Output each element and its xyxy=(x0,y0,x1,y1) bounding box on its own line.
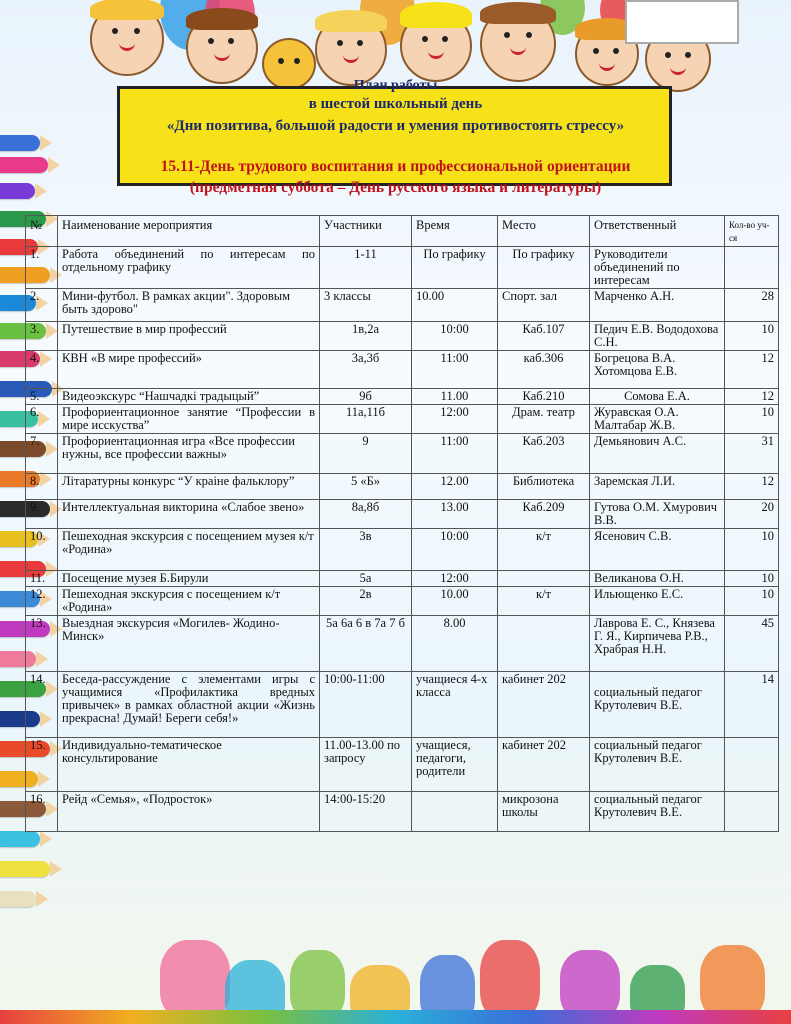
row-responsible: Демьянович А.С. xyxy=(590,434,725,474)
row-responsible: Сомова Е.А. xyxy=(590,389,725,405)
row-event-name: Мини-футбол. В рамках акции". Здоровым быть здорово" xyxy=(58,289,320,322)
row-event-name: Посещение музея Б.Бирули xyxy=(58,571,320,587)
row-event-name: Интеллектуальная викторина «Слабое звено» xyxy=(58,500,320,529)
row-place: кабинет 202 xyxy=(498,672,590,738)
row-time: 8.00 xyxy=(412,616,498,672)
kid-face-icon xyxy=(90,2,164,76)
row-number: 13. xyxy=(26,616,58,672)
plan-title: План работы xyxy=(353,78,438,93)
row-responsible: Ясенович С.В. xyxy=(590,529,725,571)
row-count: 10 xyxy=(725,405,779,434)
row-responsible: Богрецова В.А. Хотомцова Е.В. xyxy=(590,351,725,389)
row-time: По графику xyxy=(412,247,498,289)
table-row xyxy=(26,389,779,405)
row-responsible: Журавская О.А. Малтабар Ж.В. xyxy=(590,405,725,434)
row-responsible: Гутова О.М. Хмурович В.В. xyxy=(590,500,725,529)
row-place xyxy=(498,571,590,587)
row-participants: 5а 6а 6 в 7а 7 б xyxy=(320,616,412,672)
row-participants: 3 классы xyxy=(320,289,412,322)
row-count: 10 xyxy=(725,587,779,616)
table-row xyxy=(26,474,779,500)
row-time: 10:00 xyxy=(412,529,498,571)
pencil-icon xyxy=(0,861,50,877)
row-participants: 5 «Б» xyxy=(320,474,412,500)
column-header-place: Место xyxy=(498,216,590,247)
row-responsible: социальный педагог Крутолевич В.Е. xyxy=(590,738,725,792)
bottom-decoration xyxy=(0,920,791,1024)
row-participants: 1-11 xyxy=(320,247,412,289)
row-number: 4. xyxy=(26,351,58,389)
row-place: Библиотека xyxy=(498,474,590,500)
row-event-name: Профориентационная игра «Все профессии нужны, все профессии важны» xyxy=(58,434,320,474)
row-number: 7. xyxy=(26,434,58,474)
row-event-name: Работа объединений по интересам по отдельному графику xyxy=(58,247,320,289)
row-event-name: Выездная экскурсия «Могилев- Жодино- Минск» xyxy=(58,616,320,672)
day-subtitle: (предметная суббота – День русского языка и литературы) xyxy=(189,179,602,196)
row-count: 10 xyxy=(725,322,779,351)
row-time: 11:00 xyxy=(412,351,498,389)
row-time: 12.00 xyxy=(412,474,498,500)
row-place: кабинет 202 xyxy=(498,738,590,792)
row-time: 12:00 xyxy=(412,571,498,587)
rainbow-stripe xyxy=(0,1010,791,1024)
row-responsible: Лаврова Е. С., Князева Г. Я., Кирпичева Р.В., Храбрая Н.Н. xyxy=(590,616,725,672)
row-participants: 3в xyxy=(320,529,412,571)
row-participants: 3а,3б xyxy=(320,351,412,389)
row-place: микрозона школы xyxy=(498,792,590,832)
row-participants: 8а,8б xyxy=(320,500,412,529)
table-row xyxy=(26,351,779,389)
row-number: 3. xyxy=(26,322,58,351)
row-responsible: Педич Е.В. Вододохова С.Н. xyxy=(590,322,725,351)
table-row xyxy=(26,571,779,587)
row-number: 12. xyxy=(26,587,58,616)
row-responsible: Ильющенко Е.С. xyxy=(590,587,725,616)
row-count: 12 xyxy=(725,474,779,500)
row-responsible: Марченко А.Н. xyxy=(590,289,725,322)
row-count: 14 xyxy=(725,672,779,738)
row-number: 6. xyxy=(26,405,58,434)
hand-print-icon xyxy=(700,945,765,1020)
row-place: По графику xyxy=(498,247,590,289)
row-event-name: Пешеходная экскурсия с посещением к/т «Родина» xyxy=(58,587,320,616)
row-place: Каб.209 xyxy=(498,500,590,529)
row-number: 14. xyxy=(26,672,58,738)
row-place: Каб.210 xyxy=(498,389,590,405)
row-number: 5. xyxy=(26,389,58,405)
row-number: 15. xyxy=(26,738,58,792)
row-responsible: социальный педагог Крутолевич В.Е. xyxy=(590,792,725,832)
kid-face-icon xyxy=(400,10,472,82)
row-time: 13.00 xyxy=(412,500,498,529)
row-participants: 5а xyxy=(320,571,412,587)
column-header-participants: Участники xyxy=(320,216,412,247)
row-time: 11.00 xyxy=(412,389,498,405)
row-participants: 1в,2а xyxy=(320,322,412,351)
row-responsible: Руководители объединений по интересам xyxy=(590,247,725,289)
row-number: 9. xyxy=(26,500,58,529)
row-participants: 9 xyxy=(320,434,412,474)
table-row xyxy=(26,247,779,289)
day-title: 15.11-День трудового воспитания и профессиональной ориентации xyxy=(160,158,631,175)
row-number: 16. xyxy=(26,792,58,832)
kid-face-icon xyxy=(315,14,387,86)
column-header-count: Кол-во уч-ся xyxy=(725,216,779,247)
row-time xyxy=(412,792,498,832)
column-header-responsible: Ответственный xyxy=(590,216,725,247)
row-event-name: Літаратурны конкурс “У краіне фальклору” xyxy=(58,474,320,500)
row-place: Драм. театр xyxy=(498,405,590,434)
row-event-name: Профориентационное занятие “Профессии в мире исскуства” xyxy=(58,405,320,434)
table-header-row xyxy=(26,216,779,247)
plan-subtitle: в шестой школьный день xyxy=(308,96,483,112)
drawing-paper-icon xyxy=(625,0,739,44)
row-participants: 11а,11б xyxy=(320,405,412,434)
row-number: 8. xyxy=(26,474,58,500)
row-count: 31 xyxy=(725,434,779,474)
row-count: 10 xyxy=(725,571,779,587)
row-time: 12:00 xyxy=(412,405,498,434)
row-place: к/т xyxy=(498,587,590,616)
row-participants: 9б xyxy=(320,389,412,405)
row-event-name: Рейд «Семья», «Подросток» xyxy=(58,792,320,832)
row-count xyxy=(725,247,779,289)
row-count: 12 xyxy=(725,389,779,405)
kid-face-icon xyxy=(480,6,556,82)
table-row xyxy=(26,792,779,832)
row-responsible: Великанова О.Н. xyxy=(590,571,725,587)
row-count xyxy=(725,738,779,792)
table-row xyxy=(26,322,779,351)
row-count: 10 xyxy=(725,529,779,571)
hand-print-icon xyxy=(480,940,540,1020)
table-row xyxy=(26,529,779,571)
row-number: 2. xyxy=(26,289,58,322)
row-place: Каб.203 xyxy=(498,434,590,474)
row-time: 10:00 xyxy=(412,322,498,351)
table-row xyxy=(26,672,779,738)
row-count xyxy=(725,792,779,832)
pencil-icon xyxy=(0,831,40,847)
row-time: учащиеся 4-х класса xyxy=(412,672,498,738)
row-place xyxy=(498,616,590,672)
row-count: 12 xyxy=(725,351,779,389)
row-count: 20 xyxy=(725,500,779,529)
row-place: к/т xyxy=(498,529,590,571)
row-event-name: Беседа-рассуждение с элементами игры с учащимися «Профилактика вредных привычек» в рамках областной акции «Жизнь прекрасна! Думай! Береги себя!» xyxy=(58,672,320,738)
row-count: 45 xyxy=(725,616,779,672)
table-row xyxy=(26,434,779,474)
row-time: 11:00 xyxy=(412,434,498,474)
row-place: каб.306 xyxy=(498,351,590,389)
row-participants: 2в xyxy=(320,587,412,616)
row-participants: 14:00-15:20 xyxy=(320,792,412,832)
column-header-number: № xyxy=(26,216,58,247)
row-time: учащиеся, педагоги, родители xyxy=(412,738,498,792)
row-count: 28 xyxy=(725,289,779,322)
row-responsible: социальный педагог Крутолевич В.Е. xyxy=(590,672,725,738)
row-number: 11. xyxy=(26,571,58,587)
row-place: Каб.107 xyxy=(498,322,590,351)
row-place: Спорт. зал xyxy=(498,289,590,322)
row-event-name: Индивидуально-тематическое консультирование xyxy=(58,738,320,792)
row-time: 10.00 xyxy=(412,587,498,616)
table-row xyxy=(26,616,779,672)
row-participants: 11.00-13.00 по запросу xyxy=(320,738,412,792)
table-row xyxy=(26,405,779,434)
table-row xyxy=(26,738,779,792)
row-event-name: КВН «В мире профессий» xyxy=(58,351,320,389)
row-event-name: Видеоэкскурс “Нашчадкі традыцый” xyxy=(58,389,320,405)
row-participants: 10:00-11:00 xyxy=(320,672,412,738)
row-event-name: Путешествие в мир профессий xyxy=(58,322,320,351)
pencil-icon xyxy=(0,135,40,151)
hand-print-icon xyxy=(160,940,230,1020)
row-event-name: Пешеходная экскурсия с посещением музея к/т «Родина» xyxy=(58,529,320,571)
table-row xyxy=(26,500,779,529)
row-number: 1. xyxy=(26,247,58,289)
row-number: 10. xyxy=(26,529,58,571)
plan-theme: «Дни позитива, большой радости и умения противостоять стрессу» xyxy=(166,118,625,134)
table-row xyxy=(26,289,779,322)
table-row xyxy=(26,587,779,616)
row-responsible: Заремская Л.И. xyxy=(590,474,725,500)
pencil-icon xyxy=(0,891,36,907)
column-header-time: Время xyxy=(412,216,498,247)
kid-face-icon xyxy=(186,12,258,84)
column-header-name: Наименование мероприятия xyxy=(58,216,320,247)
row-time: 10.00 xyxy=(412,289,498,322)
schedule-table xyxy=(25,215,779,832)
